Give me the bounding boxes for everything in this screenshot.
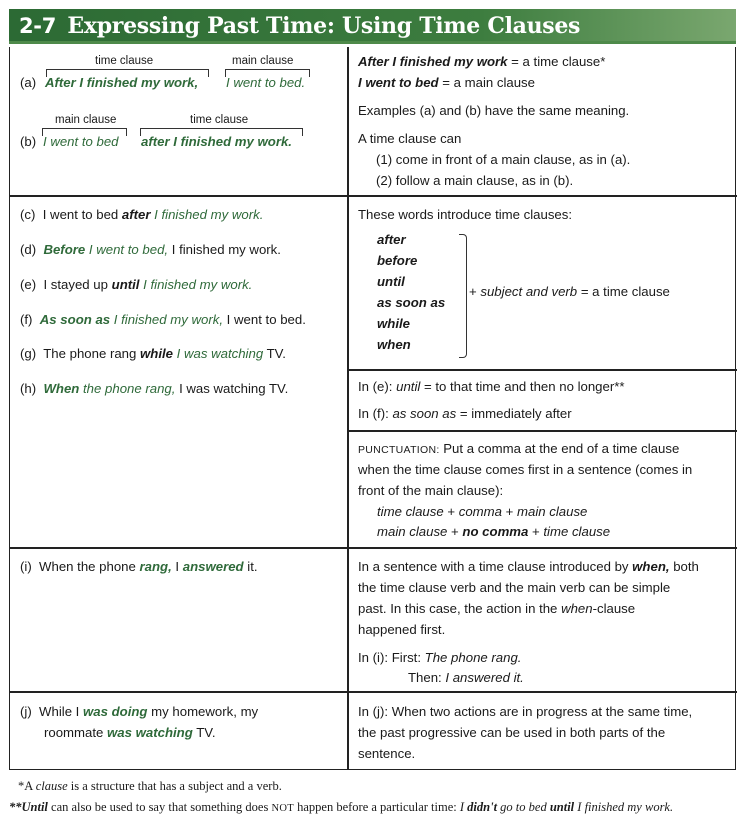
grammar-chart xyxy=(9,47,736,770)
caption: time clause xyxy=(190,114,249,126)
time-word: while xyxy=(377,316,410,331)
time-word: as soon as xyxy=(377,295,446,310)
punctuation-line: when the time clause comes first in a sentence (comes in xyxy=(358,462,693,477)
column-divider xyxy=(347,47,349,770)
explanation-line: I went to bed = a main clause xyxy=(358,75,535,90)
until-note: In (e): until = to that time and then no longer** xyxy=(358,379,625,394)
row-divider xyxy=(10,195,737,197)
explanation-line: Examples (a) and (b) have the same meaning. xyxy=(358,103,630,118)
example-text: after I finished my work. xyxy=(141,134,292,149)
formula: + subject and verb = a time clause xyxy=(469,284,670,299)
explanation-line: the past progressive can be used in both parts of the xyxy=(358,725,666,740)
example-e: (e) I stayed up until I finished my work. xyxy=(20,277,253,292)
section-title-text: Expressing Past Time: Using Time Clauses xyxy=(67,13,581,39)
explanation-line: (1) come in front of a main clause, as in (a). xyxy=(376,152,631,167)
footnote-until: **Until can also be used to say that something does NOT happen before a particular time: I didn't go to bed until I finished my work. xyxy=(9,800,674,814)
time-word: after xyxy=(377,232,406,247)
explanation-line: sentence. xyxy=(358,746,416,761)
brace xyxy=(459,234,467,358)
explanation-line: In (i): First: The phone rang. xyxy=(358,650,522,665)
punctuation-example: time clause + comma + main clause xyxy=(377,504,588,519)
explanation-line: In (j): When two actions are in progress at the same time, xyxy=(358,704,693,719)
section-title xyxy=(19,13,580,39)
time-word: until xyxy=(377,274,405,289)
example-i: (i) When the phone rang, I answered it. xyxy=(20,559,258,574)
explanation-line: After I finished my work = a time clause* xyxy=(358,54,606,69)
section-number: 2-7 xyxy=(19,14,57,38)
row-divider xyxy=(10,547,737,549)
as-soon-as-note: In (f): as soon as = immediately after xyxy=(358,406,572,421)
explanation-line: past. In this case, the action in the when-clause xyxy=(358,601,636,616)
caption: main clause xyxy=(232,55,294,67)
explanation-line: These words introduce time clauses: xyxy=(358,207,573,222)
explanation-line: the time clause verb and the main verb can be simple xyxy=(358,580,671,595)
time-word-list xyxy=(377,229,445,355)
example-j-cont: roommate was watching TV. xyxy=(44,725,216,740)
punctuation-label: PUNCTUATION: xyxy=(358,444,440,456)
example-d: (d) Before I went to bed, I finished my work. xyxy=(20,242,281,257)
row-divider xyxy=(347,369,737,371)
caption: main clause xyxy=(55,114,117,126)
example-label: (b) xyxy=(20,134,37,149)
explanation-line: (2) follow a main clause, as in (b). xyxy=(376,173,574,188)
explanation-line: happened first. xyxy=(358,622,446,637)
explanation-line: A time clause can xyxy=(358,131,462,146)
example-f: (f) As soon as I finished my work, I went to bed. xyxy=(20,312,306,327)
example-g: (g) The phone rang while I was watching TV. xyxy=(20,346,286,361)
punctuation-example: main clause + no comma + time clause xyxy=(377,524,611,539)
row-divider xyxy=(10,691,737,693)
example-text: I went to bed xyxy=(43,134,119,149)
punctuation-line: front of the main clause): xyxy=(358,483,504,498)
footnote-clause: *A clause is a structure that has a subject and a verb. xyxy=(18,779,282,793)
example-text: After I finished my work, xyxy=(45,75,199,90)
example-c: (c) I went to bed after I finished my work. xyxy=(20,207,264,222)
punctuation-line: PUNCTUATION: Put a comma at the end of a time clause xyxy=(358,441,680,456)
example-text: I went to bed. xyxy=(226,75,306,90)
time-word: before xyxy=(377,253,418,268)
section-header xyxy=(9,9,736,44)
explanation-line: In a sentence with a time clause introduced by when, both xyxy=(358,559,699,574)
row-divider xyxy=(347,430,737,432)
caption: time clause xyxy=(95,55,154,67)
example-label: (a) xyxy=(20,75,37,90)
example-j: (j) While I was doing my homework, my xyxy=(20,704,259,719)
time-word: when xyxy=(377,337,411,352)
explanation-line: Then: I answered it. xyxy=(408,670,524,685)
example-h: (h) When the phone rang, I was watching TV. xyxy=(20,381,289,396)
